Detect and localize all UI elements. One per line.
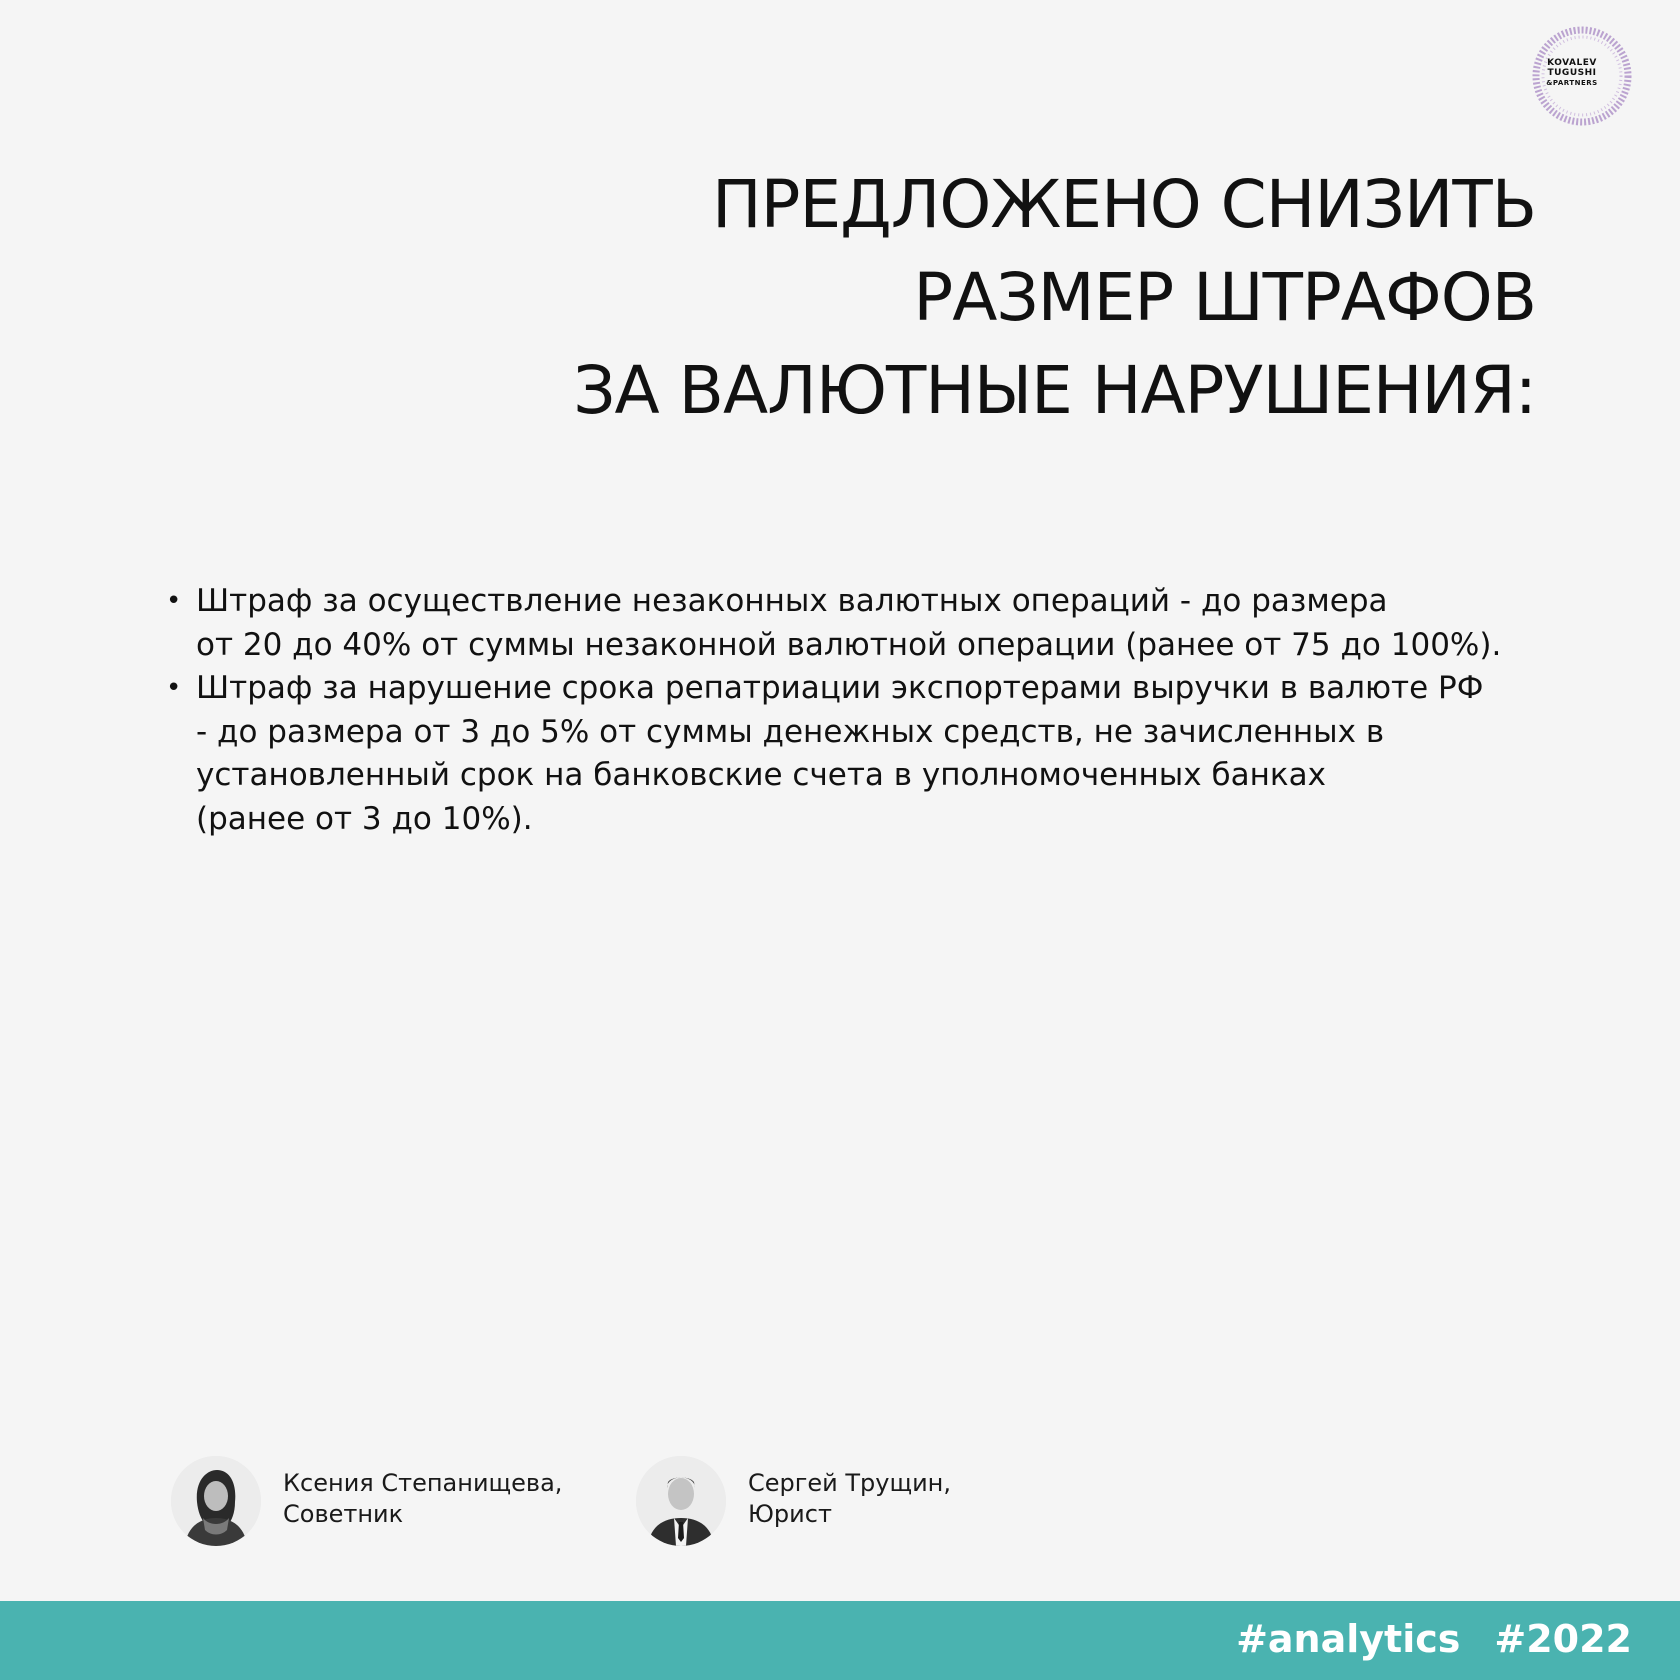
hashtag[interactable]: #analytics — [1236, 1617, 1461, 1661]
bullet-dot-icon: • — [166, 673, 182, 703]
author-role: Юрист — [748, 1500, 832, 1528]
list-item — [166, 580, 1606, 667]
bullet-list — [166, 580, 1606, 841]
bullet-text-line: - до размера от 3 до 5% от суммы денежных средств, не зачисленных в — [196, 713, 1385, 750]
author-name: Сергей Трущин, — [748, 1469, 951, 1497]
bullet-text-line: от 20 до 40% от суммы незаконной валютной операции (ранее от 75 до 100%). — [196, 626, 1502, 663]
bullet-text-line: (ранее от 3 до 10%). — [196, 800, 533, 837]
hashtag[interactable]: #2022 — [1494, 1617, 1632, 1661]
person-portrait-icon — [171, 1456, 261, 1546]
author-info — [748, 1468, 951, 1530]
company-logo — [1528, 22, 1636, 130]
title-line: ЗА ВАЛЮТНЫЕ НАРУШЕНИЯ: — [573, 352, 1536, 429]
avatar — [636, 1456, 726, 1546]
person-portrait-icon — [636, 1456, 726, 1546]
bullet-text-line: Штраф за осуществление незаконных валютных операций - до размера — [196, 583, 1388, 619]
footer-bar — [0, 1601, 1680, 1680]
list-item — [166, 667, 1606, 841]
author-role: Советник — [283, 1500, 404, 1528]
bullet-text-line: установленный срок на банковские счета в уполномоченных банках — [196, 757, 1326, 793]
avatar — [171, 1456, 261, 1546]
bullet-text-line: Штраф за нарушение срока репатриации экспортерами выручки в валюте РФ — [196, 670, 1484, 706]
logo-wordmark: KOVALEV TUGUSHI &PARTNERS — [1546, 58, 1598, 87]
footer-hashtags — [1236, 1615, 1632, 1663]
bullet-dot-icon: • — [166, 586, 182, 616]
title-line: ПРЕДЛОЖЕНО СНИЗИТЬ — [712, 166, 1536, 243]
page-title — [336, 158, 1536, 437]
author-info — [283, 1468, 562, 1530]
author-name: Ксения Степанищева, — [283, 1469, 563, 1497]
title-line: РАЗМЕР ШТРАФОВ — [913, 259, 1536, 336]
